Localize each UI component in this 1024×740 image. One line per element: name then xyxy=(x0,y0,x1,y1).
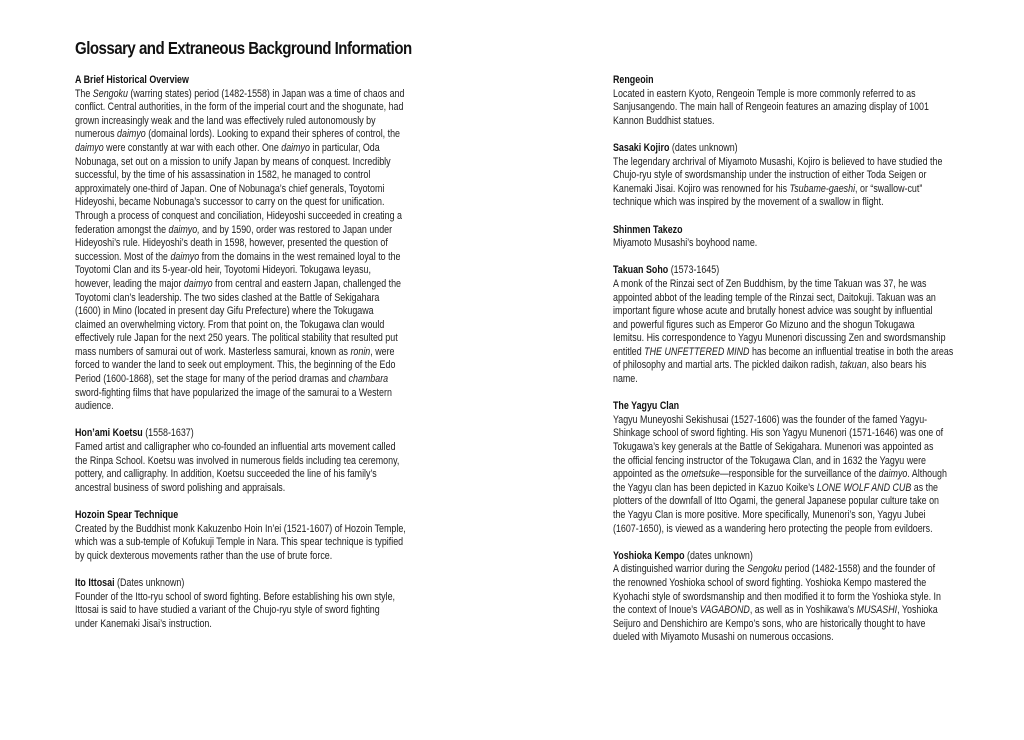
entry-text-line: daimyo were constantly at war with each other. One daimyo in particular, Oda xyxy=(75,141,380,154)
entry-text-line: (1600) in Mino (located in present day Gifu Prefecture) where the Tokugawa xyxy=(75,305,374,318)
entry-heading xyxy=(613,400,907,414)
entry-dates: (dates unknown) xyxy=(684,549,753,562)
entry-text-line: forced to wander the land to seek out employment. This, the beginning of the Edo xyxy=(75,359,396,372)
entry-text-line: Chujo-ryu style of swordsmanship under the instruction of either Toda Seigen or xyxy=(613,169,927,182)
entry-text-line: the Yagyu Clan is more positive. More specifically, Munenori’s son, Yagyu Jubei xyxy=(613,509,926,521)
entry-text-line: Founder of the Itto-ryu school of sword fighting. Before establishing his own style, xyxy=(75,590,396,603)
entry-text-line: which was a sub-temple of Kofukuji Temple in Nara. This spear technique is typified xyxy=(75,536,404,549)
entry-term: A Brief Historical Overview xyxy=(75,74,189,86)
entry-text-line: the renowned Yoshioka school of sword fighting. Yoshioka Kempo mastered the xyxy=(613,576,927,589)
entry-text-line: approximately one-third of Japan. One of Nobunaga’s chief generals, Toyotomi xyxy=(75,182,385,195)
glossary-entry xyxy=(613,400,963,536)
entry-term: Sasaki Kojiro xyxy=(613,141,670,154)
page-title: Glossary and Extraneous Background Information xyxy=(75,38,412,58)
glossary-entry xyxy=(613,264,963,386)
entry-text-line: name. xyxy=(613,373,638,386)
entry-text-line: appointed as the ometsuke—responsible for the surveillance of the daimyo. Although xyxy=(613,468,947,481)
entry-text-line: successful, by the time of his assassination in 1582, he managed to control xyxy=(75,169,371,182)
entry-text-line: Kyohachi style of swordsmanship and then modified it to form the Yoshioka style. In xyxy=(613,590,941,603)
entry-text-line: appointed abbot of the leading temple of the Rinzai sect, Daitokuji. Takuan was an xyxy=(613,291,936,304)
entry-text-line: the Rinpa School. Koetsu was involved in numerous fields including tea ceremony, xyxy=(75,454,400,467)
entry-text-line: and powerful figures such as Emperor Go Mizuno and the shogun Tokugawa xyxy=(613,318,915,331)
glossary-entry xyxy=(613,224,963,251)
entry-heading xyxy=(613,224,907,238)
entry-heading xyxy=(75,509,369,523)
entry-term: Takuan Soho xyxy=(613,264,669,277)
entry-dates: (Dates unknown) xyxy=(114,576,185,589)
entry-text-line: succession. Most of the daimyo from the domains in the west remained loyal to the xyxy=(75,250,401,263)
glossary-entry xyxy=(75,427,425,495)
entry-text-line: of philosophy and martial arts. The pickled daikon radish, takuan, also bears his xyxy=(613,359,927,372)
entry-text-line: Created by the Buddhist monk Kakuzenbo Hoin In’ei (1521-1607) of Hozoin Temple, xyxy=(75,522,406,535)
entry-dates: (1573-1645) xyxy=(668,264,720,277)
entry-text-line: Toyotomi clan’s leadership. The two sides clashed at the Battle of Sekigahara xyxy=(75,291,380,304)
entry-text-line: important figure whose acute and brutally honest advice was sought by influential xyxy=(613,305,933,318)
entry-text-line: Nobunaga, set out on a mission to unify Japan by means of conquest. Incredibly xyxy=(75,155,391,168)
entry-text-line: the context of Inoue’s VAGABOND, as well as in Yoshikawa’s MUSASHI, Yoshioka xyxy=(613,604,938,617)
entry-text-line: the Yagyu clan has been depicted in Kazuo Koike’s LONE WOLF AND CUB as the xyxy=(613,481,939,494)
entry-text-line: Through a process of conquest and conciliation, Hideyoshi succeeded in creating a xyxy=(75,209,402,222)
entry-text-line: plotters of the downfall of Itto Ogami, the general Japanese popular culture take on xyxy=(613,495,939,508)
entry-term: Hon’ami Koetsu xyxy=(75,427,143,440)
entry-text-line: claimed an overwhelming victory. From that point on, the Tokugawa clan would xyxy=(75,318,385,331)
entry-text-line: Hideyoshi’s rule. Hideyoshi’s death in 1598, however, presented the question of xyxy=(75,237,388,250)
entry-text-line: mass numbers of samurai out of work. Masterless samurai, known as ronin, were xyxy=(75,345,395,358)
entry-text-line: ancestral business of sword polishing and appraisals. xyxy=(75,481,286,494)
entry-text-line: Sanjusangendo. The main hall of Rengeoin features an amazing display of 1001 xyxy=(613,101,929,114)
entry-text-line: under Kanemaki Jisai’s instruction. xyxy=(75,617,212,630)
entry-text-line: federation amongst the daimyo, and by 1590, order was restored to Japan under xyxy=(75,223,393,236)
entry-term: The Yagyu Clan xyxy=(613,400,680,413)
entry-text-line: Shinkage school of sword fighting. His son Yagyu Munenori (1571-1646) was one of xyxy=(613,427,944,440)
entry-term: Rengeoin xyxy=(613,74,654,86)
entry-dates: (dates unknown) xyxy=(669,141,738,154)
entry-heading xyxy=(613,550,907,564)
entry-text-line: The Sengoku (warring states) period (1482-1558) in Japan was a time of chaos and xyxy=(75,87,405,100)
right-column xyxy=(613,74,963,659)
entry-heading xyxy=(75,74,369,88)
entry-text-line: however, leading the major daimyo from central and eastern Japan, challenged the xyxy=(75,277,402,290)
entry-text-line: entitled THE UNFETTERED MIND has become an influential treatise in both the areas xyxy=(613,345,954,358)
entry-heading xyxy=(613,264,907,278)
glossary-entry xyxy=(613,74,963,128)
entry-text-line: pottery, and calligraphy. In addition, Koetsu succeeded the line of his family’s xyxy=(75,468,377,481)
entry-term: Shinmen Takezo xyxy=(613,223,683,236)
entry-text-line: A distinguished warrior during the Sengoku period (1482-1558) and the founder of xyxy=(613,563,936,576)
entry-text-line: Located in eastern Kyoto, Rengeoin Temple is more commonly referred to as xyxy=(613,87,916,100)
glossary-entry xyxy=(613,142,963,210)
entry-term: Yoshioka Kempo xyxy=(613,549,685,562)
glossary-entry xyxy=(75,577,425,631)
entry-text-line: Tokugawa’s key generals at the Battle of Sekigahara. Munenori was appointed as xyxy=(613,441,934,454)
entry-text-line: sword-fighting films that have popularized the image of the samurai to a Western xyxy=(75,386,392,399)
entry-text-line: numerous daimyo (domainal lords). Looking to expand their spheres of control, the xyxy=(75,128,401,141)
entry-term: Hozoin Spear Technique xyxy=(75,509,179,521)
entry-text-line: Miyamoto Musashi’s boyhood name. xyxy=(613,237,758,250)
entry-text-line: Kannon Buddhist statues. xyxy=(613,114,715,127)
entry-text-line: by quick dexterous movements rather than the use of brute force. xyxy=(75,549,333,562)
entry-text-line: (1607-1650), is viewed as a wandering hero protecting the people from evildoers. xyxy=(613,522,933,535)
entry-text-line: Hideyoshi, became Nobunaga’s successor to carry on the quest for unification. xyxy=(75,196,385,209)
entry-text-line: audience. xyxy=(75,400,114,413)
entry-text-line: dueled with Miyamoto Musashi on numerous occasions. xyxy=(613,631,834,644)
entry-text-line: effectively rule Japan for the next 250 years. The political stability that resulted put xyxy=(75,332,398,345)
entry-text-line: Iemitsu. His correspondence to Yagyu Munenori discussing Zen and swordsmanship xyxy=(613,332,946,345)
entry-term: Ito Ittosai xyxy=(75,576,115,589)
entry-text-line: the official fencing instructor of the Tokugawa Clan, and in 1632 the Yagyu were xyxy=(613,454,926,467)
glossary-entry xyxy=(75,509,425,563)
entry-text-line: conflict. Central authorities, in the form of the imperial court and the shogunate, had xyxy=(75,101,404,114)
entry-text-line: A monk of the Rinzai sect of Zen Buddhism, by the time Takuan was 37, he was xyxy=(613,277,927,290)
glossary-entry xyxy=(613,550,963,645)
entry-text-line: Yagyu Muneyoshi Sekishusai (1527-1606) was the founder of the famed Yagyu- xyxy=(613,413,928,426)
entry-text-line: Kanemaki Jisai. Kojiro was renowned for his Tsubame-gaeshi, or “swallow-cut” xyxy=(613,182,923,195)
entry-text-line: grown increasingly weak and the land was effectively ruled autonomously by xyxy=(75,114,376,127)
entry-text-line: Toyotomi Clan and its 5-year-old heir, Toyotomi Hideyori. Tokugawa Ieyasu, xyxy=(75,264,371,277)
entry-text-line: The legendary archrival of Miyamoto Musashi, Kojiro is believed to have studied the xyxy=(613,155,943,168)
entry-text-line: Period (1600-1868), set the stage for many of the period dramas and chambara xyxy=(75,373,389,386)
entry-heading xyxy=(75,427,369,441)
entry-text-line: Ittosai is said to have studied a variant of the Chujo-ryu style of sword fighting xyxy=(75,604,380,617)
entry-text-line: Famed artist and calligrapher who co-founded an influential arts movement called xyxy=(75,441,396,454)
entry-heading xyxy=(613,142,907,156)
left-column xyxy=(75,74,425,645)
entry-dates: (1558-1637) xyxy=(142,427,194,440)
entry-heading xyxy=(75,577,369,591)
entry-text-line: technique which was inspired by the movement of a swallow in flight. xyxy=(613,196,884,209)
glossary-entry xyxy=(75,74,425,414)
entry-text-line: Seijuro and Denshichiro are Kempo’s sons, who are historically thought to have xyxy=(613,617,926,630)
entry-heading xyxy=(613,74,907,88)
